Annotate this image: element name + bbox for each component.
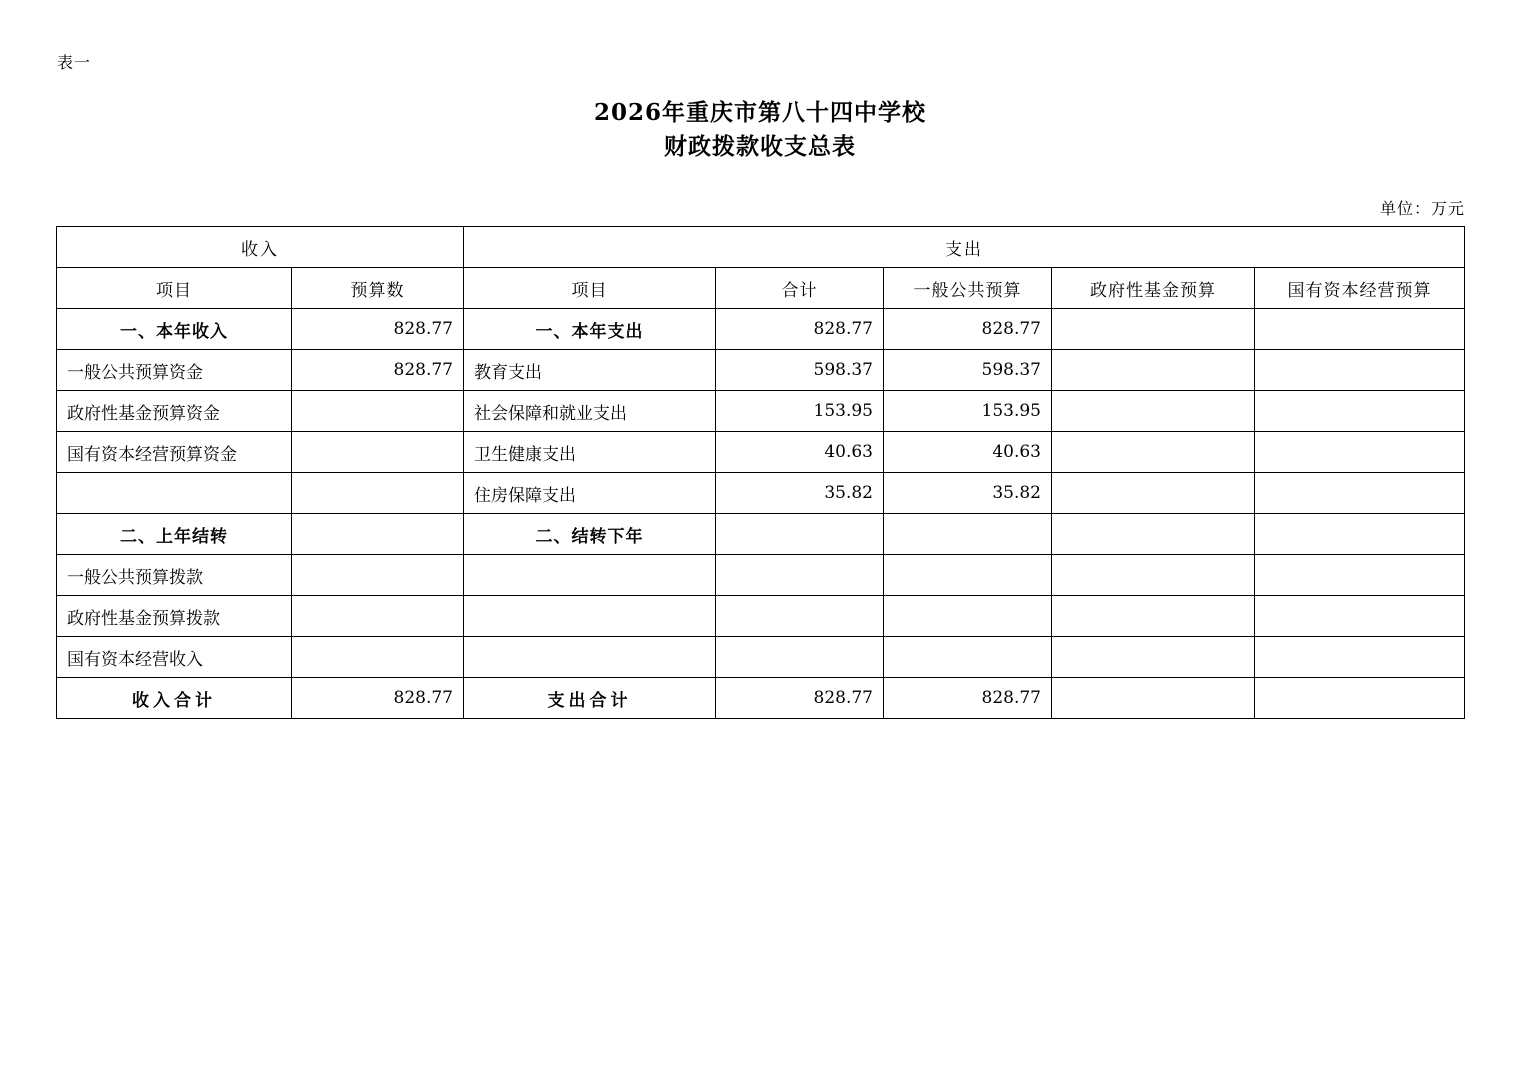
budget-table: [56, 226, 1465, 719]
cell-exp-state-capital: [1255, 432, 1465, 473]
cell-exp-state-capital: [1255, 514, 1465, 555]
cell-exp-total: [716, 596, 884, 637]
cell-exp-item: 二、结转下年: [464, 514, 716, 555]
cell-exp-state-capital: [1255, 637, 1465, 678]
header-income-item: 项目: [57, 268, 292, 309]
cell-exp-item: [464, 596, 716, 637]
cell-income-item: 国有资本经营预算资金: [57, 432, 292, 473]
cell-exp-gov-fund: [1052, 309, 1255, 350]
cell-exp-state-capital: [1255, 309, 1465, 350]
cell-income-item: 国有资本经营收入: [57, 637, 292, 678]
header-exp-general: 一般公共预算: [884, 268, 1052, 309]
cell-income-item: 一、本年收入: [57, 309, 292, 350]
header-expenditure-group: 支出: [464, 227, 1465, 268]
cell-exp-item: [464, 555, 716, 596]
cell-exp-gov-fund: [1052, 596, 1255, 637]
header-income-budget: 预算数: [292, 268, 464, 309]
cell-exp-total: [716, 637, 884, 678]
cell-exp-gov-fund: [1052, 555, 1255, 596]
cell-exp-item: 卫生健康支出: [464, 432, 716, 473]
header-exp-total: 合计: [716, 268, 884, 309]
table-row: [57, 555, 1465, 596]
cell-income-total-value: 828.77: [292, 678, 464, 719]
cell-exp-general: [884, 596, 1052, 637]
table-total-row: [57, 678, 1465, 719]
cell-exp-general: 40.63: [884, 432, 1052, 473]
cell-income-item: 一般公共预算拨款: [57, 555, 292, 596]
table-number-label: 表一: [57, 53, 92, 72]
header-income-group: 收入: [57, 227, 464, 268]
table-row: [57, 432, 1465, 473]
cell-exp-gov-fund: [1052, 350, 1255, 391]
table-row: [57, 514, 1465, 555]
cell-exp-total: 153.95: [716, 391, 884, 432]
cell-exp-general: [884, 514, 1052, 555]
header-exp-gov-fund: 政府性基金预算: [1052, 268, 1255, 309]
table-row: [57, 350, 1465, 391]
cell-exp-gov-fund: [1052, 432, 1255, 473]
cell-exp-total-label: 支出合计: [464, 678, 716, 719]
cell-exp-gov-fund: [1052, 473, 1255, 514]
cell-exp-gov-fund: [1052, 391, 1255, 432]
table-row: [57, 391, 1465, 432]
cell-income-item: [57, 473, 292, 514]
cell-income-item: 政府性基金预算拨款: [57, 596, 292, 637]
cell-exp-total-value: 828.77: [716, 678, 884, 719]
cell-income-value: 828.77: [292, 350, 464, 391]
cell-income-value: [292, 596, 464, 637]
title-line-1: 2026年重庆市第八十四中学校: [593, 99, 926, 126]
cell-income-value: [292, 637, 464, 678]
cell-income-value: [292, 391, 464, 432]
cell-exp-state-capital: [1255, 473, 1465, 514]
cell-income-value: [292, 432, 464, 473]
cell-exp-state-capital: [1255, 596, 1465, 637]
cell-exp-item: 住房保障支出: [464, 473, 716, 514]
cell-exp-general: 598.37: [884, 350, 1052, 391]
cell-exp-item: 一、本年支出: [464, 309, 716, 350]
table-row: [57, 596, 1465, 637]
cell-exp-total: 35.82: [716, 473, 884, 514]
cell-exp-general: [884, 637, 1052, 678]
header-exp-state-capital: 国有资本经营预算: [1255, 268, 1465, 309]
cell-income-value: 828.77: [292, 309, 464, 350]
cell-exp-total: 828.77: [716, 309, 884, 350]
title-line-2: 财政拨款收支总表: [664, 134, 856, 160]
cell-exp-general: 828.77: [884, 309, 1052, 350]
cell-income-item: 政府性基金预算资金: [57, 391, 292, 432]
table-row: [57, 473, 1465, 514]
cell-exp-gov-fund: [1052, 514, 1255, 555]
table-group-header-row: [57, 227, 1465, 268]
cell-exp-state-capital: [1255, 350, 1465, 391]
cell-exp-total: [716, 514, 884, 555]
table-row: [57, 309, 1465, 350]
cell-exp-total: 598.37: [716, 350, 884, 391]
cell-exp-total-general: 828.77: [884, 678, 1052, 719]
cell-income-value: [292, 473, 464, 514]
cell-exp-general: 35.82: [884, 473, 1052, 514]
unit-note: 单位：万元: [1379, 199, 1465, 218]
cell-income-item: 二、上年结转: [57, 514, 292, 555]
cell-income-value: [292, 555, 464, 596]
cell-exp-item: [464, 637, 716, 678]
cell-exp-total: 40.63: [716, 432, 884, 473]
cell-income-value: [292, 514, 464, 555]
table-column-header-row: [57, 268, 1465, 309]
cell-exp-total-state-capital: [1255, 678, 1465, 719]
header-exp-item: 项目: [464, 268, 716, 309]
cell-exp-general: 153.95: [884, 391, 1052, 432]
cell-exp-state-capital: [1255, 555, 1465, 596]
cell-exp-total-gov-fund: [1052, 678, 1255, 719]
cell-exp-state-capital: [1255, 391, 1465, 432]
cell-exp-total: [716, 555, 884, 596]
cell-income-total-label: 收入合计: [57, 678, 292, 719]
cell-income-item: 一般公共预算资金: [57, 350, 292, 391]
cell-exp-item: 社会保障和就业支出: [464, 391, 716, 432]
document-title: [0, 96, 1520, 164]
cell-exp-gov-fund: [1052, 637, 1255, 678]
cell-exp-item: 教育支出: [464, 350, 716, 391]
cell-exp-general: [884, 555, 1052, 596]
table-row: [57, 637, 1465, 678]
